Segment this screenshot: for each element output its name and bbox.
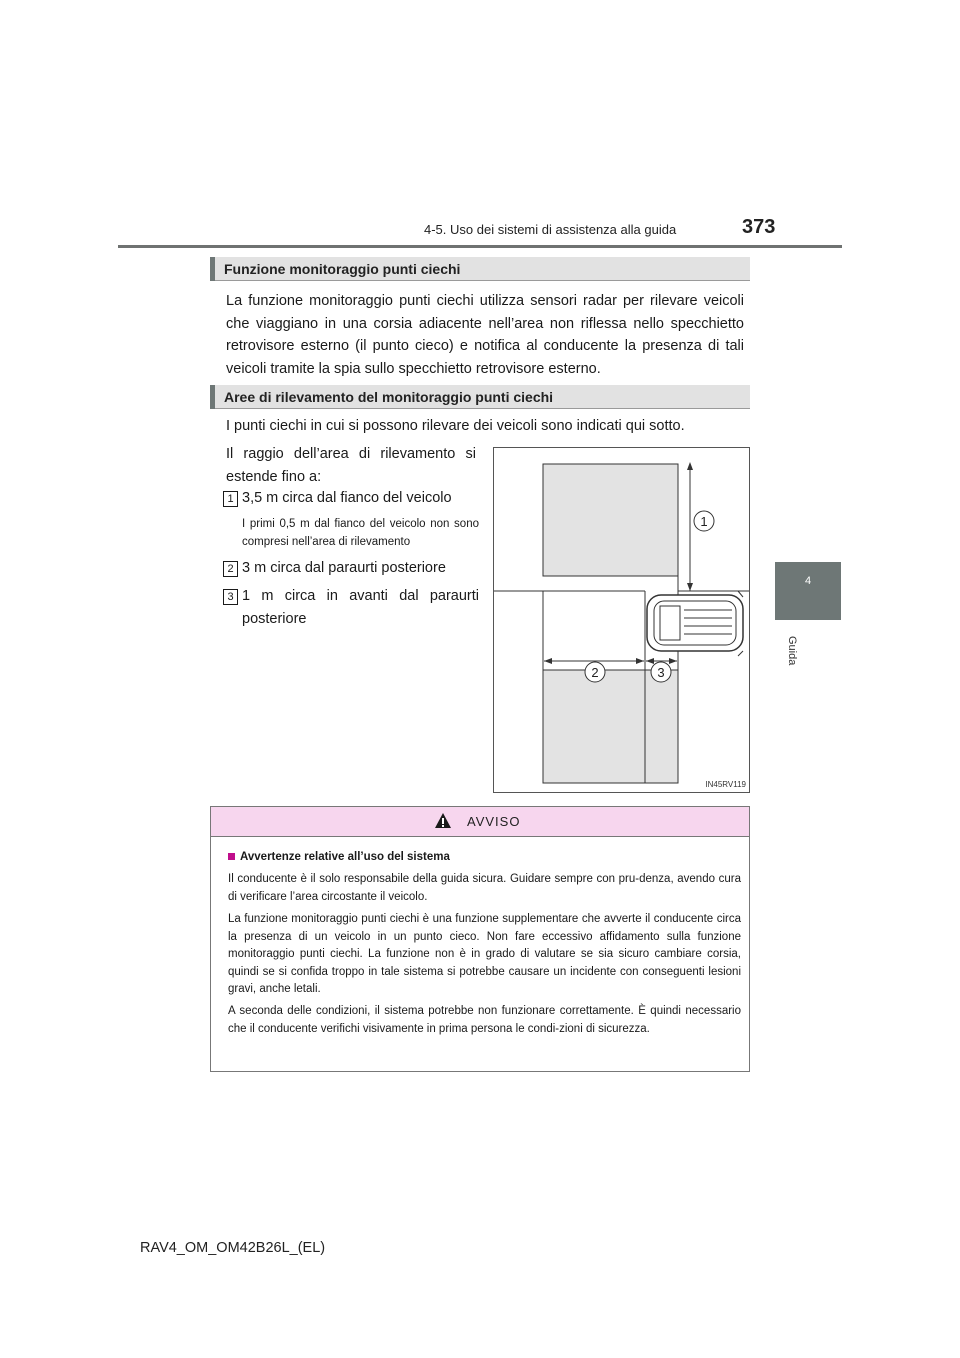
running-header-section: 4-5. Uso dei sistemi di assistenza alla guida — [424, 222, 677, 237]
dimension-3-arrow-right — [669, 658, 677, 664]
warning-paragraph-1: Il conducente è il solo responsabile della guida sicura. Guidare sempre con pru-denza, avendo cura di verificare l’area circostante il veicolo. — [228, 873, 741, 903]
warning-paragraph-3: A seconda delle condizioni, il sistema potrebbe non funzionare correttamente. È quindi necessario che il conducente verifichi visivamente in prima persona le condi-zioni di sicurezza. — [228, 1005, 741, 1035]
rear-detection-area — [543, 670, 678, 783]
warning-box — [210, 806, 750, 1072]
side-detection-area — [543, 464, 678, 576]
chapter-tab — [775, 562, 841, 620]
warning-paragraph-2: La funzione monitoraggio punti ciechi è una funzione supplementare che avverte il conducente circa la presenza di un veicolo in un punto cieco. Non fare eccessivo affidamento sulla funzione monitoraggio punti ciechi. La funzione non è in grado di valutare se sia sicuro cambiare corsia, quindi se si confida troppo in tale sistema si potrebbe causare un incidente con conseguenti lesioni gravi, anche letali. — [228, 913, 741, 995]
chapter-tab-label-text: Guida — [786, 636, 798, 666]
item-text-3: 1 m circa in avanti dal paraurti posteriore — [242, 588, 479, 627]
section-heading-bar — [210, 385, 215, 409]
detection-area-svg — [494, 448, 749, 792]
item-number-3: 3 — [223, 589, 238, 605]
item-text-1: 3,5 m circa dal fianco del veicolo — [242, 490, 452, 506]
section1-body: La funzione monitoraggio punti ciechi utilizza sensori radar per rilevare veicoli che viaggiano in una corsia adiacente nell’area non riflessa nello specchietto retrovisore esterno (il punto cieco) e notifica al conducente la presenza di tali veicoli tramite la spia sullo specchietto retrovisore esterno. — [226, 293, 744, 377]
callout-label-2: 2 — [591, 665, 599, 680]
warning-subheading — [228, 851, 450, 863]
document-code: RAV4_OM_OM42B26L_(EL) — [140, 1240, 326, 1256]
warning-triangle-icon — [434, 812, 452, 829]
item-note-1: I primi 0,5 m dal fianco del veicolo non sono compresi nell’area di rilevamento — [242, 518, 479, 548]
section-heading-blind-spot-monitor — [210, 257, 750, 281]
vehicle-top-view — [647, 591, 743, 656]
warning-title: AVVISO — [467, 814, 521, 829]
callout-label-3: 3 — [657, 665, 665, 680]
dimension-3-arrow-left — [646, 658, 654, 664]
section-heading-bar — [210, 257, 215, 281]
section-heading-text: Aree di rilevamento del monitoraggio punti ciechi — [224, 389, 554, 405]
warning-bullet-square — [228, 853, 235, 860]
section2-intro: I punti ciechi in cui si possono rilevare dei veicoli sono indicati qui sotto. — [226, 418, 685, 434]
section-heading-detection-areas — [210, 385, 750, 409]
detection-area-diagram — [493, 447, 750, 793]
warning-header — [211, 807, 749, 837]
dimension-2-arrow-right — [636, 658, 644, 664]
dimension-2-arrow-left — [544, 658, 552, 664]
callout-label-1: 1 — [700, 514, 708, 529]
header-rule — [118, 245, 842, 248]
diagram-code: IN45RV119 — [705, 780, 746, 789]
chapter-tab-label — [786, 636, 830, 682]
item-number-2: 2 — [223, 561, 238, 577]
item-number-1: 1 — [223, 491, 238, 507]
dimension-1-arrow-bottom — [687, 583, 693, 591]
dimension-1-arrow-top — [687, 462, 693, 470]
chapter-tab-number: 4 — [804, 575, 812, 587]
section-heading-text: Funzione monitoraggio punti ciechi — [224, 261, 461, 277]
page-number: 373 — [742, 216, 776, 238]
item-text-2: 3 m circa dal paraurti posteriore — [242, 560, 446, 576]
warning-subheading-text: Avvertenze relative all’uso del sistema — [240, 851, 450, 863]
section2-range-text: Il raggio dell’area di rilevamento si estende fino a: — [226, 446, 476, 485]
